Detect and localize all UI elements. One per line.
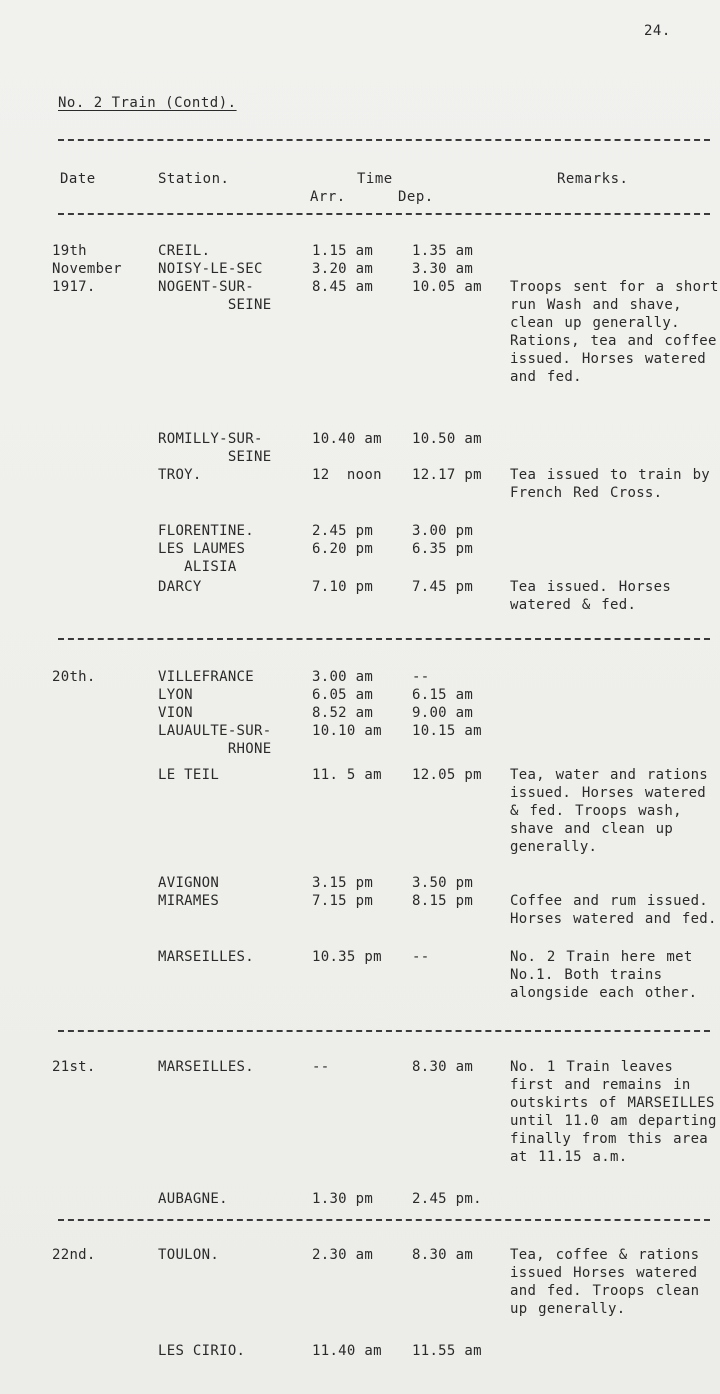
header-remarks: Remarks. [557, 171, 629, 187]
row-date: 21st. [52, 1059, 96, 1075]
row-departure-time: 3.00 pm [412, 523, 474, 539]
row-arrival-time: 3.20 am [312, 261, 374, 277]
row-arrival-time: 10.35 pm [312, 949, 382, 965]
row-station: ROMILLY-SUR- SEINE [158, 431, 272, 465]
row-remarks: Coffee and rum issued. Horses watered and fed. [510, 893, 717, 927]
row-departure-time: 7.45 pm [412, 579, 474, 595]
header-date: Date [60, 171, 96, 187]
row-station: LYON [158, 687, 193, 703]
page-title: No. 2 Train (Contd). [58, 95, 237, 111]
row-departure-time: 1.35 am [412, 243, 474, 259]
row-arrival-time: 10.40 am [312, 431, 382, 447]
row-remarks: Tea issued. Horses watered & fed. [510, 579, 672, 613]
header-station: Station. [158, 171, 230, 187]
row-departure-time: -- [412, 669, 430, 685]
row-departure-time: 12.05 pm [412, 767, 482, 783]
page-number: 24. [644, 23, 671, 39]
row-date: November [52, 261, 122, 277]
row-departure-time: 6.15 am [412, 687, 474, 703]
row-remarks: Troops sent for a short run Wash and shave, clean up generally. Rations, tea and coffee issued. Horses watered and fed. [510, 279, 719, 385]
row-departure-time: 6.35 pm [412, 541, 474, 557]
row-station: TOULON. [158, 1247, 220, 1263]
row-arrival-time: 6.05 am [312, 687, 374, 703]
divider [58, 213, 710, 215]
header-dep: Dep. [398, 189, 434, 205]
row-remarks: Tea, coffee & rations issued Horses watered and fed. Troops clean up generally. [510, 1247, 700, 1317]
row-departure-time: 10.15 am [412, 723, 482, 739]
row-station: MIRAMES [158, 893, 220, 909]
row-arrival-time: 1.15 am [312, 243, 374, 259]
row-remarks: No. 2 Train here met No.1. Both trains alongside each other. [510, 949, 698, 1001]
row-departure-time: 3.50 pm [412, 875, 474, 891]
row-departure-time: 8.15 pm [412, 893, 474, 909]
row-departure-time: 10.50 am [412, 431, 482, 447]
row-station: NOISY-LE-SEC [158, 261, 263, 277]
row-departure-time: 2.45 pm. [412, 1191, 482, 1207]
row-arrival-time: 7.15 pm [312, 893, 374, 909]
divider [58, 1219, 710, 1221]
row-arrival-time: 11. 5 am [312, 767, 382, 783]
row-departure-time: 3.30 am [412, 261, 474, 277]
row-date: 22nd. [52, 1247, 96, 1263]
row-station: VION [158, 705, 193, 721]
row-arrival-time: 6.20 pm [312, 541, 374, 557]
row-arrival-time: 2.45 pm [312, 523, 374, 539]
row-departure-time: 10.05 am [412, 279, 482, 295]
row-station: LES CIRIO. [158, 1343, 246, 1359]
row-arrival-time: 3.00 am [312, 669, 374, 685]
row-arrival-time: 8.45 am [312, 279, 374, 295]
row-station: MARSEILLES. [158, 949, 255, 965]
divider [58, 638, 710, 640]
row-departure-time: 9.00 am [412, 705, 474, 721]
row-departure-time: 8.30 am [412, 1059, 474, 1075]
row-arrival-time: 7.10 pm [312, 579, 374, 595]
row-departure-time: 11.55 am [412, 1343, 482, 1359]
header-time: Time [357, 171, 393, 187]
row-station: DARCY [158, 579, 202, 595]
row-station: AVIGNON [158, 875, 220, 891]
row-departure-time: -- [412, 949, 430, 965]
row-arrival-time: 10.10 am [312, 723, 382, 739]
row-arrival-time: 3.15 pm [312, 875, 374, 891]
row-remarks: No. 1 Train leaves first and remains in outskirts of MARSEILLES until 11.0 am departing finally from this area at 11.15 a.m. [510, 1059, 717, 1165]
divider [58, 1030, 710, 1032]
row-station: LES LAUMES ALISIA [158, 541, 246, 575]
row-station: AUBAGNE. [158, 1191, 228, 1207]
row-departure-time: 12.17 pm [412, 467, 482, 483]
row-arrival-time: 12 noon [312, 467, 382, 483]
row-remarks: Tea issued to train by French Red Cross. [510, 467, 711, 501]
row-date: 19th [52, 243, 87, 259]
row-arrival-time: 8.52 am [312, 705, 374, 721]
row-station: CREIL. [158, 243, 211, 259]
header-arr: Arr. [310, 189, 346, 205]
row-arrival-time: -- [312, 1059, 330, 1075]
row-arrival-time: 2.30 am [312, 1247, 374, 1263]
row-station: LAUAULTE-SUR- RHONE [158, 723, 272, 757]
row-date: 20th. [52, 669, 96, 685]
row-station: TROY. [158, 467, 202, 483]
row-arrival-time: 11.40 am [312, 1343, 382, 1359]
row-departure-time: 8.30 am [412, 1247, 474, 1263]
row-station: VILLEFRANCE [158, 669, 255, 685]
row-remarks: Tea, water and rations issued. Horses watered & fed. Troops wash, shave and clean up generally. [510, 767, 709, 855]
row-station: NOGENT-SUR- SEINE [158, 279, 272, 313]
row-station: LE TEIL [158, 767, 220, 783]
row-date: 1917. [52, 279, 96, 295]
row-arrival-time: 1.30 pm [312, 1191, 374, 1207]
row-station: MARSEILLES. [158, 1059, 255, 1075]
divider [58, 139, 710, 141]
row-station: FLORENTINE. [158, 523, 255, 539]
